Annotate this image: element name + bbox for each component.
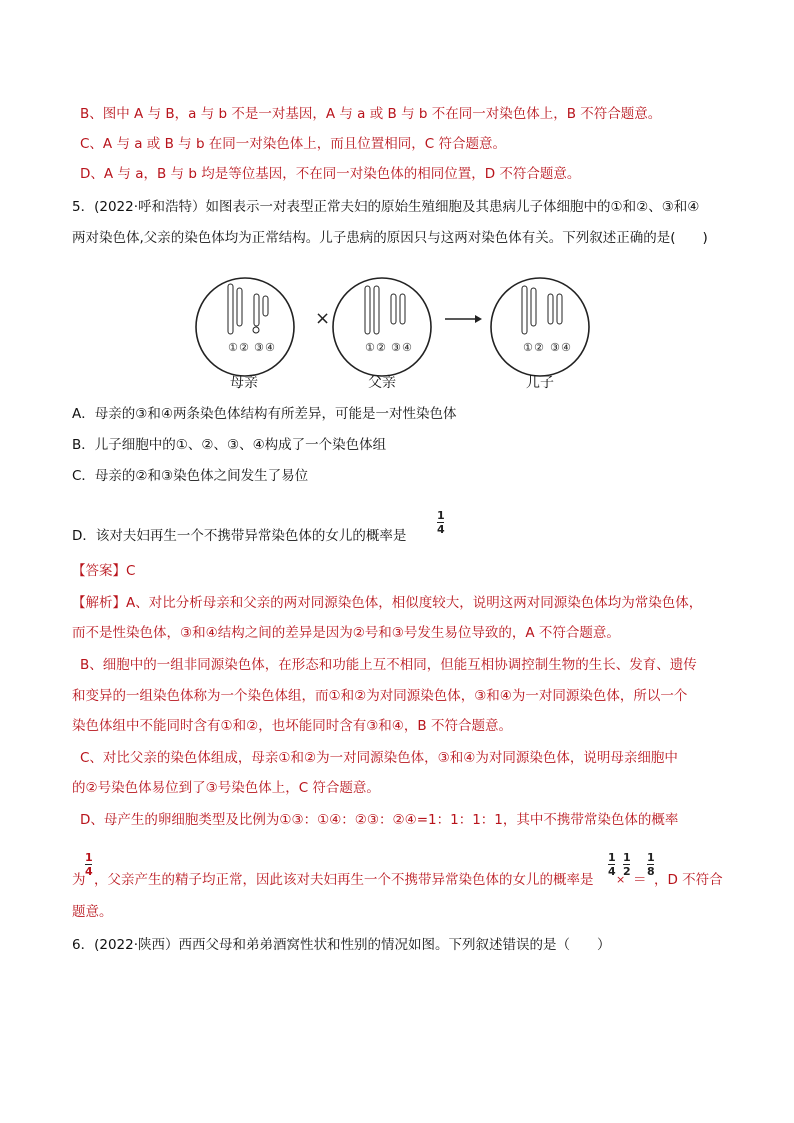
- son-label-1: ①: [523, 341, 533, 354]
- option-b: B．儿子细胞中的①、②、③、④构成了一个染色体组: [72, 437, 387, 453]
- arrow: [445, 315, 482, 323]
- numerator: 1: [608, 851, 616, 864]
- chromosome-figure: [190, 272, 610, 397]
- analysis-line9-end: ，D 不符合: [654, 872, 723, 888]
- question-6: 6．(2022·陕西）西西父母和弟弟酒窝性状和性别的情况如图。下列叙述错误的是（ ）: [72, 937, 611, 953]
- option-a: A．母亲的③和④两条染色体结构有所差异，可能是一对性染色体: [72, 406, 457, 422]
- mother-cell: [196, 278, 294, 376]
- equals-sign: ＝: [633, 872, 647, 888]
- father-label-1: ①: [365, 341, 375, 354]
- denominator: 8: [647, 865, 655, 878]
- son-label-3: ③: [550, 341, 560, 354]
- option-d: D．该对夫妇再生一个不携带异常染色体的女儿的概率是: [72, 528, 407, 544]
- analysis-line9-start: 为: [72, 872, 86, 888]
- answer-line: [72, 561, 135, 581]
- caption-son: 儿子: [526, 375, 554, 391]
- answer-value: C: [126, 563, 136, 579]
- denominator: 4: [608, 865, 616, 878]
- option-c: C．母亲的②和③染色体之间发生了易位: [72, 468, 309, 484]
- mother-label-1: ①: [228, 341, 238, 354]
- times-sign: ×: [616, 873, 626, 886]
- son-cell: [491, 278, 589, 376]
- numerator: 1: [85, 851, 93, 864]
- caption-mother: 母亲: [230, 375, 258, 391]
- cross-symbol: ×: [315, 308, 331, 329]
- caption-father: 父亲: [368, 375, 396, 391]
- question-5-line2: 两对染色体,父亲的染色体均为正常结构。儿子患病的原因只与这两对染色体有关。下列叙述正确的是( ): [72, 230, 708, 246]
- mother-label-4: ④: [265, 341, 275, 354]
- analysis-text-1: A、对比分析母亲和父亲的两对同源染色体，相似度较大，说明这两对同源染色体均为常染色体，: [126, 595, 703, 611]
- analysis-line6: C、对比父亲的染色体组成，母亲①和②为一对同源染色体，③和④为对同源染色体，说明母亲细胞中: [80, 750, 678, 766]
- analysis-tag: 【解析】: [72, 595, 126, 611]
- analysis-line8: D、母产生的卵细胞类型及比例为①③：①④：②③：②④=1：1：1：1，其中不携带常染色体的概率: [80, 812, 679, 828]
- father-cell: [333, 278, 431, 376]
- option-b-explanation: B、图中 A 与 B，a 与 b 不是一对基因，A 与 a 或 B 与 b 不在同一对染色体上，B 不符合题意。: [80, 106, 662, 122]
- analysis-line7: 的②号染色体易位到了③号染色体上，C 符合题意。: [72, 780, 380, 796]
- analysis-fraction-half: [623, 852, 631, 877]
- analysis-fraction-quarter-2: [608, 852, 616, 877]
- analysis-line10: 题意。: [72, 904, 113, 920]
- numerator: 1: [437, 509, 445, 522]
- denominator: 4: [437, 523, 445, 536]
- father-label-2: ②: [376, 341, 386, 354]
- father-label-4: ④: [402, 341, 412, 354]
- option-c-explanation: C、A 与 a 或 B 与 b 在同一对染色体上，而且位置相同，C 符合题意。: [80, 136, 507, 152]
- mother-label-3: ③: [254, 341, 264, 354]
- option-d-fraction: [437, 510, 445, 535]
- denominator: 4: [85, 865, 93, 878]
- analysis-fraction-quarter: [85, 852, 93, 877]
- father-label-3: ③: [391, 341, 401, 354]
- numerator: 1: [647, 851, 655, 864]
- question-5-line1: 5．(2022·呼和浩特）如图表示一对表型正常夫妇的原始生殖细胞及其患病儿子体细胞中的①和②、③和④: [72, 199, 700, 215]
- son-label-4: ④: [561, 341, 571, 354]
- option-d-explanation: D、A 与 a，B 与 b 均是等位基因，不在同一对染色体的相同位置，D 不符合题意。: [80, 166, 581, 182]
- analysis-line3: B、细胞中的一组非同源染色体，在形态和功能上互不相同，但能互相协调控制生物的生长、发育、遗传: [80, 657, 697, 673]
- analysis-line4: 和变异的一组染色体称为一个染色体组，而①和②为对同源染色体，③和④为一对同源染色体，所以一个: [72, 688, 688, 704]
- analysis-line1: [72, 593, 702, 613]
- denominator: 2: [623, 865, 631, 878]
- answer-tag: 【答案】: [72, 563, 126, 579]
- numerator: 1: [623, 851, 631, 864]
- analysis-line2: 而不是性染色体，③和④结构之间的差异是因为②号和③号发生易位导致的，A 不符合题意。: [72, 625, 620, 641]
- analysis-line9-mid: ，父亲产生的精子均正常，因此该对夫妇再生一个不携带异常染色体的女儿的概率是: [94, 872, 594, 888]
- mother-label-2: ②: [239, 341, 249, 354]
- son-label-2: ②: [534, 341, 544, 354]
- analysis-line5: 染色体组中不能同时含有①和②，也坏能同时含有③和④，B 不符合题意。: [72, 718, 512, 734]
